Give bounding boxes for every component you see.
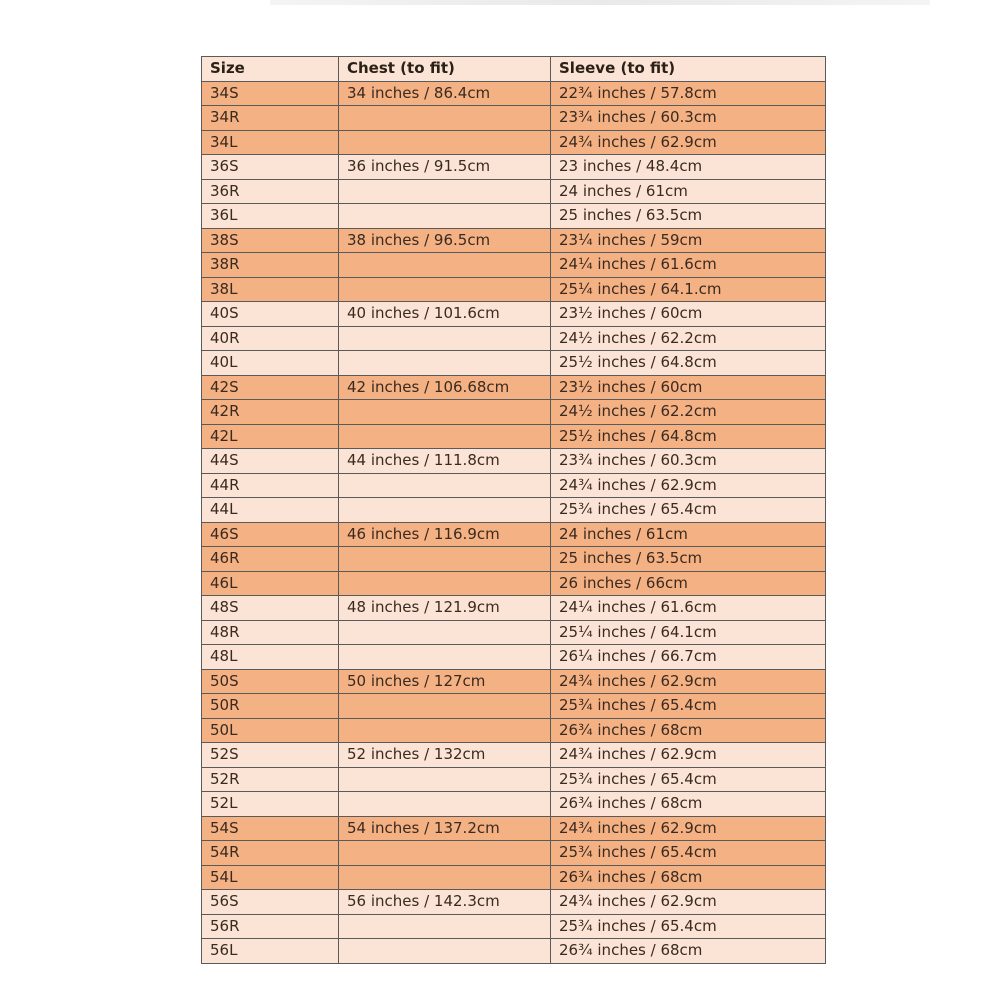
cell-size: 42S [202,375,339,400]
cell-size: 36R [202,179,339,204]
cell-sleeve: 24 inches / 61cm [551,522,826,547]
cell-size: 38L [202,277,339,302]
cell-sleeve: 24¾ inches / 62.9cm [551,473,826,498]
cell-sleeve: 24¾ inches / 62.9cm [551,890,826,915]
table-row [202,767,826,792]
cell-size: 48R [202,620,339,645]
cell-chest [339,351,551,376]
cell-size: 36L [202,204,339,229]
table-row [202,424,826,449]
cell-sleeve: 25¾ inches / 65.4cm [551,914,826,939]
cell-size: 34R [202,106,339,131]
table-row [202,865,826,890]
cell-sleeve: 25 inches / 63.5cm [551,547,826,572]
cell-chest: 44 inches / 111.8cm [339,449,551,474]
cell-sleeve: 26¼ inches / 66.7cm [551,645,826,670]
cell-chest [339,277,551,302]
table-row [202,81,826,106]
table-row [202,620,826,645]
cell-chest [339,473,551,498]
table-row [202,351,826,376]
table-row [202,596,826,621]
table-row [202,375,826,400]
cell-chest [339,571,551,596]
cell-size: 52R [202,767,339,792]
header-chest: Chest (to fit) [339,57,551,82]
table-row [202,669,826,694]
cell-sleeve: 23½ inches / 60cm [551,375,826,400]
cell-chest: 50 inches / 127cm [339,669,551,694]
cell-size: 34L [202,130,339,155]
cell-chest [339,694,551,719]
cell-chest [339,841,551,866]
table-row [202,277,826,302]
cell-sleeve: 24¾ inches / 62.9cm [551,669,826,694]
cell-sleeve: 22¾ inches / 57.8cm [551,81,826,106]
cell-chest [339,179,551,204]
table-row [202,400,826,425]
cell-sleeve: 24½ inches / 62.2cm [551,400,826,425]
table-row [202,694,826,719]
cell-size: 50L [202,718,339,743]
cell-size: 42L [202,424,339,449]
table-row [202,547,826,572]
cell-size: 50S [202,669,339,694]
table-row [202,130,826,155]
table-row [202,645,826,670]
table-row [202,228,826,253]
size-chart-table [201,56,826,964]
cell-chest [339,498,551,523]
cell-size: 46S [202,522,339,547]
cell-size: 34S [202,81,339,106]
cell-chest: 56 inches / 142.3cm [339,890,551,915]
cell-chest: 38 inches / 96.5cm [339,228,551,253]
cell-sleeve: 25 inches / 63.5cm [551,204,826,229]
cell-size: 56L [202,939,339,964]
table-row [202,473,826,498]
table-row [202,326,826,351]
cell-chest [339,865,551,890]
cell-sleeve: 23¾ inches / 60.3cm [551,449,826,474]
cell-sleeve: 25¼ inches / 64.1.cm [551,277,826,302]
cell-sleeve: 26¾ inches / 68cm [551,718,826,743]
table-row [202,718,826,743]
cell-sleeve: 26¾ inches / 68cm [551,792,826,817]
cell-chest [339,424,551,449]
header-size: Size [202,57,339,82]
table-row [202,914,826,939]
table-row [202,155,826,180]
table-row [202,449,826,474]
table-header-row [202,57,826,82]
cell-sleeve: 25¾ inches / 65.4cm [551,498,826,523]
cell-size: 54S [202,816,339,841]
cell-chest [339,253,551,278]
cell-size: 46L [202,571,339,596]
table-row [202,939,826,964]
cell-size: 54L [202,865,339,890]
cell-size: 38R [202,253,339,278]
cell-chest [339,326,551,351]
cell-size: 46R [202,547,339,572]
cell-size: 48S [202,596,339,621]
cell-chest: 48 inches / 121.9cm [339,596,551,621]
cell-size: 42R [202,400,339,425]
cell-chest: 34 inches / 86.4cm [339,81,551,106]
cell-size: 56S [202,890,339,915]
cell-size: 40S [202,302,339,327]
cell-sleeve: 26¾ inches / 68cm [551,865,826,890]
cell-chest [339,106,551,131]
cell-sleeve: 25½ inches / 64.8cm [551,351,826,376]
cell-size: 40L [202,351,339,376]
cell-sleeve: 25¾ inches / 65.4cm [551,767,826,792]
table-row [202,204,826,229]
table-row [202,253,826,278]
table-row [202,302,826,327]
cell-size: 44L [202,498,339,523]
cell-chest [339,130,551,155]
cell-chest: 36 inches / 91.5cm [339,155,551,180]
cell-chest [339,792,551,817]
cell-sleeve: 23 inches / 48.4cm [551,155,826,180]
cell-chest [339,914,551,939]
cell-sleeve: 24 inches / 61cm [551,179,826,204]
cell-size: 44S [202,449,339,474]
cell-sleeve: 23¾ inches / 60.3cm [551,106,826,131]
cell-size: 52L [202,792,339,817]
cell-sleeve: 23½ inches / 60cm [551,302,826,327]
cell-chest: 52 inches / 132cm [339,743,551,768]
cell-chest: 40 inches / 101.6cm [339,302,551,327]
cell-sleeve: 24¼ inches / 61.6cm [551,596,826,621]
cell-size: 40R [202,326,339,351]
cell-size: 54R [202,841,339,866]
cell-chest [339,718,551,743]
cell-size: 44R [202,473,339,498]
cropped-header-strip [270,0,930,5]
cell-chest: 42 inches / 106.68cm [339,375,551,400]
cell-size: 56R [202,914,339,939]
table-row [202,571,826,596]
table-row [202,890,826,915]
table-row [202,816,826,841]
cell-size: 50R [202,694,339,719]
cell-sleeve: 24¾ inches / 62.9cm [551,743,826,768]
cell-chest: 54 inches / 137.2cm [339,816,551,841]
cell-chest [339,620,551,645]
cell-sleeve: 24¼ inches / 61.6cm [551,253,826,278]
table-row [202,522,826,547]
cell-sleeve: 24¾ inches / 62.9cm [551,816,826,841]
cell-sleeve: 26¾ inches / 68cm [551,939,826,964]
cell-sleeve: 25¾ inches / 65.4cm [551,694,826,719]
table-row [202,792,826,817]
cell-size: 52S [202,743,339,768]
cell-size: 38S [202,228,339,253]
cell-sleeve: 23¼ inches / 59cm [551,228,826,253]
header-sleeve: Sleeve (to fit) [551,57,826,82]
cell-size: 36S [202,155,339,180]
cell-chest [339,204,551,229]
table-row [202,179,826,204]
cell-sleeve: 25¾ inches / 65.4cm [551,841,826,866]
cell-sleeve: 25½ inches / 64.8cm [551,424,826,449]
table-row [202,841,826,866]
cell-chest [339,939,551,964]
cell-chest: 46 inches / 116.9cm [339,522,551,547]
cell-sleeve: 24½ inches / 62.2cm [551,326,826,351]
table-row [202,743,826,768]
table-row [202,106,826,131]
cell-chest [339,400,551,425]
table-row [202,498,826,523]
cell-sleeve: 24¾ inches / 62.9cm [551,130,826,155]
cell-sleeve: 25¼ inches / 64.1cm [551,620,826,645]
cell-chest [339,645,551,670]
cell-chest [339,767,551,792]
cell-size: 48L [202,645,339,670]
table-body [202,81,826,963]
cell-sleeve: 26 inches / 66cm [551,571,826,596]
cell-chest [339,547,551,572]
